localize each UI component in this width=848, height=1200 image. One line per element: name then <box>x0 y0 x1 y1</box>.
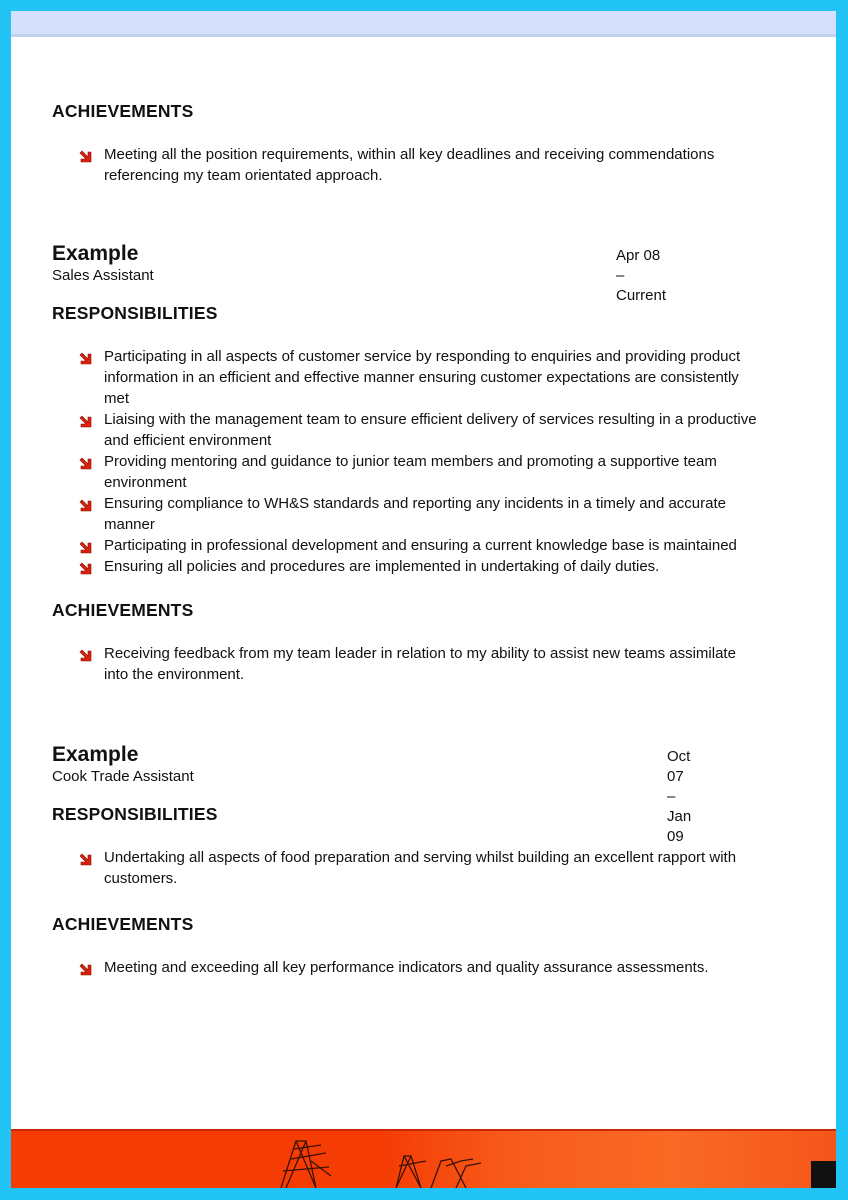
section-heading: RESPONSIBILITIES <box>52 303 218 323</box>
job-dates: Apr 08 – Current <box>616 247 667 304</box>
arrow-down-right-icon <box>79 350 92 363</box>
arrow-down-right-icon <box>79 961 92 974</box>
footer-banner <box>11 1129 836 1188</box>
section-achievements <box>52 913 709 978</box>
bullet-list <box>52 957 709 978</box>
list-item-line: Receiving feedback from my team leader in relation to my ability to assist new teams assimilate <box>104 645 736 662</box>
list-item <box>52 535 757 556</box>
list-item-line: Participating in professional development and ensuring a current knowledge base is maintained <box>104 537 737 554</box>
arrow-down-right-icon <box>79 851 92 864</box>
power-pylons-graphic <box>11 1131 836 1188</box>
list-item-line: Participating in all aspects of customer service by responding to enquiries and providing product <box>104 348 741 365</box>
list-item <box>52 643 736 685</box>
header-band <box>11 11 836 37</box>
list-item-line: information in an efficient and effective manner ensuring customer expectations are consistently <box>104 369 739 386</box>
arrow-down-right-icon <box>79 148 92 161</box>
arrow-down-right-icon <box>79 647 92 660</box>
arrow-down-right-icon <box>79 413 92 426</box>
employer-name: Example <box>52 743 139 766</box>
bullet-list <box>52 643 736 685</box>
employer-name: Example <box>52 242 139 265</box>
list-item-line: met <box>104 390 130 407</box>
job-dates: Oct 07 – Jan 09 <box>667 748 692 845</box>
list-item-line: Meeting all the position requirements, within all key deadlines and receiving commendations <box>104 146 715 163</box>
job-header <box>52 242 667 304</box>
list-item <box>52 451 757 493</box>
arrow-down-right-icon <box>79 560 92 573</box>
list-item <box>52 493 757 535</box>
list-item-line: environment <box>104 474 187 491</box>
section-responsibilities <box>52 302 757 577</box>
arrow-down-right-icon <box>79 539 92 552</box>
list-item <box>52 847 736 889</box>
list-item <box>52 409 757 451</box>
resume-page <box>11 11 836 1188</box>
section-heading: ACHIEVEMENTS <box>52 914 194 934</box>
job-role: Cook Trade Assistant <box>52 768 194 785</box>
job-role: Sales Assistant <box>52 267 154 284</box>
list-item <box>52 144 714 186</box>
bullet-list <box>52 144 714 186</box>
list-item <box>52 346 757 409</box>
list-item-line: Ensuring compliance to WH&S standards and reporting any incidents in a timely and accurate <box>104 495 726 512</box>
section-achievements <box>52 599 736 685</box>
bullet-list <box>52 847 736 889</box>
section-achievements <box>52 100 714 186</box>
bullet-list <box>52 346 757 577</box>
list-item-line: Liaising with the management team to ensure efficient delivery of services resulting in a productive <box>104 411 757 428</box>
list-item-line: into the environment. <box>104 666 245 683</box>
arrow-down-right-icon <box>79 455 92 468</box>
list-item-line: customers. <box>104 870 178 887</box>
section-heading: ACHIEVEMENTS <box>52 101 194 121</box>
section-heading: RESPONSIBILITIES <box>52 804 218 824</box>
list-item <box>52 556 757 577</box>
list-item-line: Undertaking all aspects of food preparation and serving whilst building an excellent rapport with <box>104 849 737 866</box>
section-heading: ACHIEVEMENTS <box>52 600 194 620</box>
list-item-line: referencing my team orientated approach. <box>104 167 383 184</box>
list-item-line: manner <box>104 516 155 533</box>
list-item <box>52 957 709 978</box>
arrow-down-right-icon <box>79 497 92 510</box>
list-item-line: Meeting and exceeding all key performance indicators and quality assurance assessments. <box>104 959 709 976</box>
list-item-line: and efficient environment <box>104 432 272 449</box>
list-item-line: Providing mentoring and guidance to junior team members and promoting a supportive team <box>104 453 717 470</box>
section-responsibilities <box>52 803 736 889</box>
list-item-line: Ensuring all policies and procedures are implemented in undertaking of daily duties. <box>104 558 660 575</box>
